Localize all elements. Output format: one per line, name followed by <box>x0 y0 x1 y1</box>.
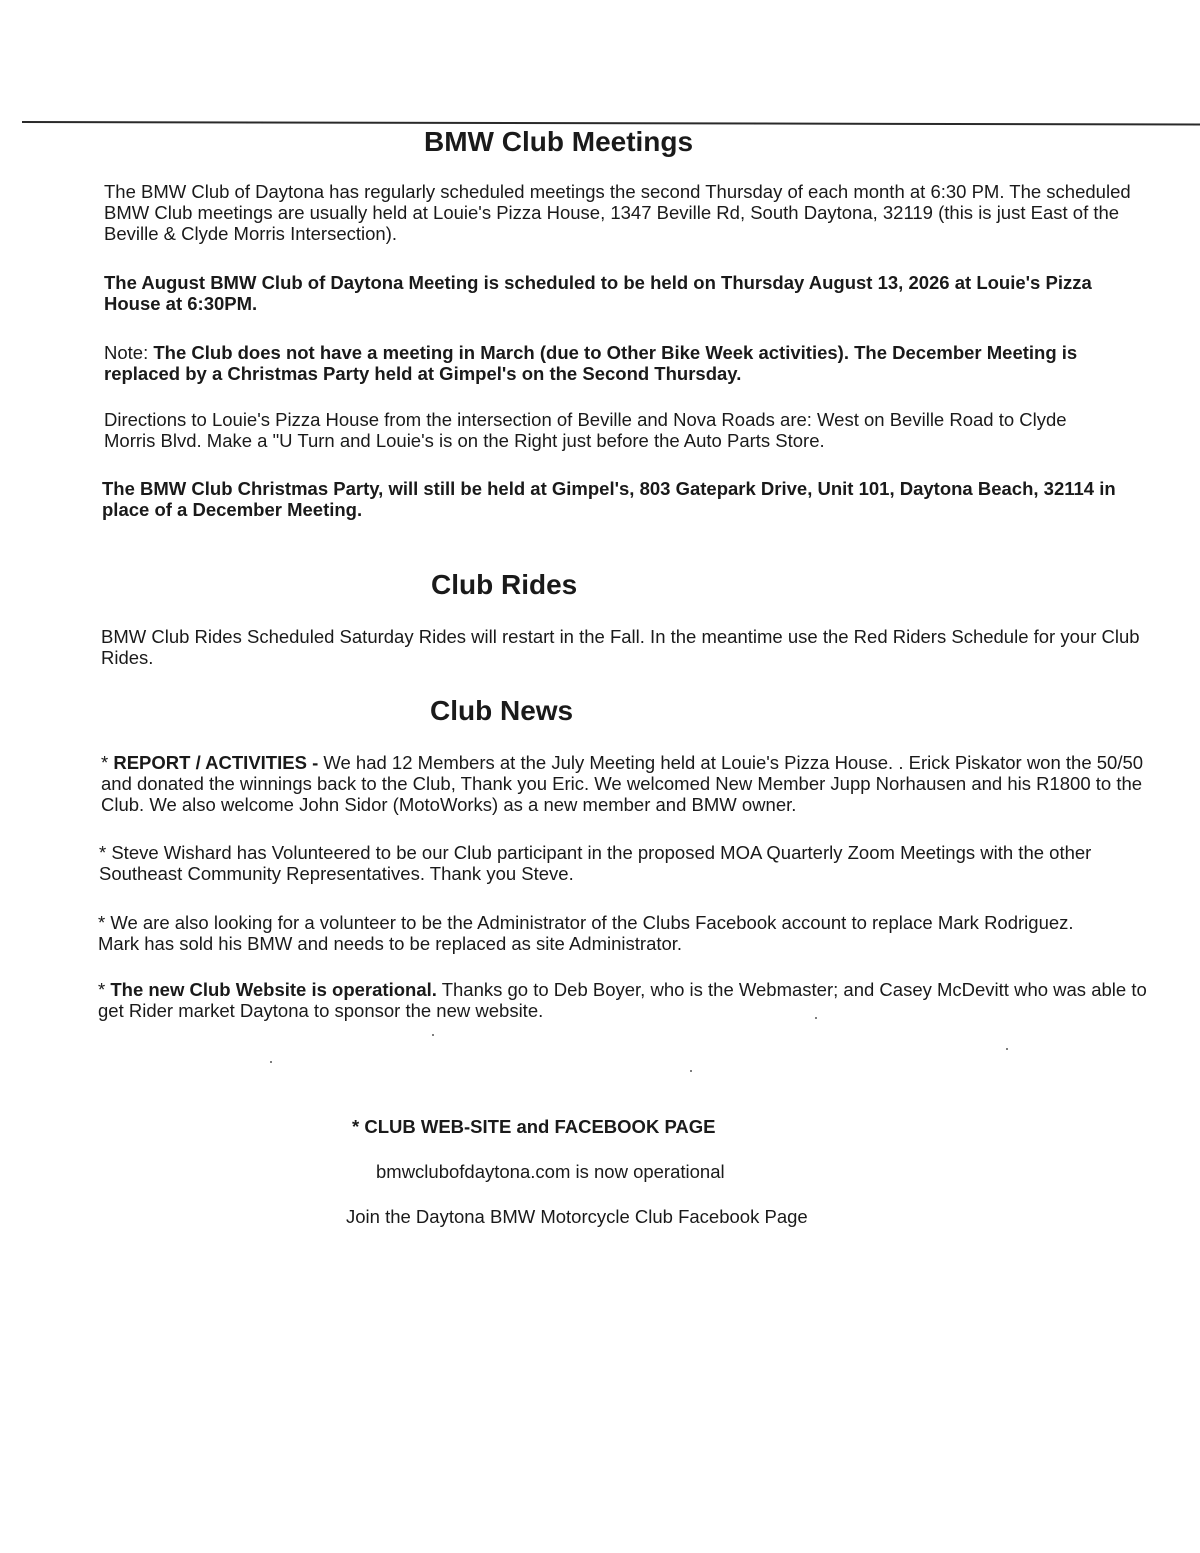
scan-speck <box>432 1034 434 1036</box>
report-body: We had 12 Members at the July Meeting held at Louie's Pizza House. . Erick Piskator won the 50/50 and donated the winnings back to the Club, Thank you Eric. We welcomed New Member Jupp Norhausen and his R1800 to the Club. We also welcome John Sidor (MotoWorks) as a new member and BMW owner. <box>101 752 1144 815</box>
scan-speck <box>690 1070 692 1072</box>
website-bullet: * <box>98 979 111 1000</box>
news-heading: Club News <box>430 695 574 726</box>
news-facebook-admin: * We are also looking for a volunteer to be the Administrator of the Clubs Facebook account to replace Mark Rodriguez. Mark has sold his BMW and needs to be replaced as site Administrator. <box>98 912 1074 954</box>
website-label: The new Club Website is operational. <box>110 979 437 1000</box>
scan-speck <box>1006 1048 1008 1050</box>
footer-site: bmwclubofdaytona.com is now operational <box>376 1161 725 1182</box>
note-label: Note: <box>104 342 154 363</box>
meetings-intro: The BMW Club of Daytona has regularly scheduled meetings the second Thursday of each month at 6:30 PM. The scheduled BMW Club meetings are usually held at Louie's Pizza House, 1347 Beville Rd, South Daytona, 32119 (this is just East of the Beville & Clyde Morris Intersection). <box>104 181 1131 244</box>
meeting-note <box>104 342 1154 384</box>
report-bullet: * <box>101 752 114 773</box>
top-divider <box>22 121 1200 125</box>
footer-heading: * CLUB WEB-SITE and FACEBOOK PAGE <box>352 1116 716 1137</box>
directions: Directions to Louie's Pizza House from the intersection of Beville and Nova Roads are: West on Beville Road to Clyde Morris Blvd. Make a "U Turn and Louie's is on the Right just before the Auto Parts Store. <box>104 409 1067 451</box>
scan-speck <box>270 1061 272 1063</box>
website-body: Thanks go to Deb Boyer, who is the Webmaster; and Casey McDevitt who was able to get Rider market Daytona to sponsor the new website. <box>98 979 1147 1021</box>
rides-text: BMW Club Rides Scheduled Saturday Rides will restart in the Fall. In the meantime use the Red Riders Schedule for your Club Rides. <box>101 626 1140 668</box>
footer-facebook: Join the Daytona BMW Motorcycle Club Facebook Page <box>346 1206 808 1227</box>
report-label: REPORT / ACTIVITIES - <box>113 752 324 773</box>
news-website <box>98 979 1158 1021</box>
meetings-heading: BMW Club Meetings <box>424 126 694 157</box>
rides-heading: Club Rides <box>431 569 578 600</box>
scan-speck <box>815 1017 817 1019</box>
news-report <box>101 752 1156 815</box>
christmas-party: The BMW Club Christmas Party, will still be held at Gimpel's, 803 Gatepark Drive, Unit 101, Daytona Beach, 32114 in place of a December Meeting. <box>102 478 1116 520</box>
note-body: The Club does not have a meeting in March (due to Other Bike Week activities). The December Meeting is replaced by a Christmas Party held at Gimpel's on the Second Thursday. <box>104 342 1078 384</box>
news-steve: * Steve Wishard has Volunteered to be our Club participant in the proposed MOA Quarterly Zoom Meetings with the other Southeast Community Representatives. Thank you Steve. <box>99 842 1092 884</box>
august-meeting: The August BMW Club of Daytona Meeting is scheduled to be held on Thursday August 13, 2026 at Louie's Pizza House at 6:30PM. <box>104 272 1092 314</box>
